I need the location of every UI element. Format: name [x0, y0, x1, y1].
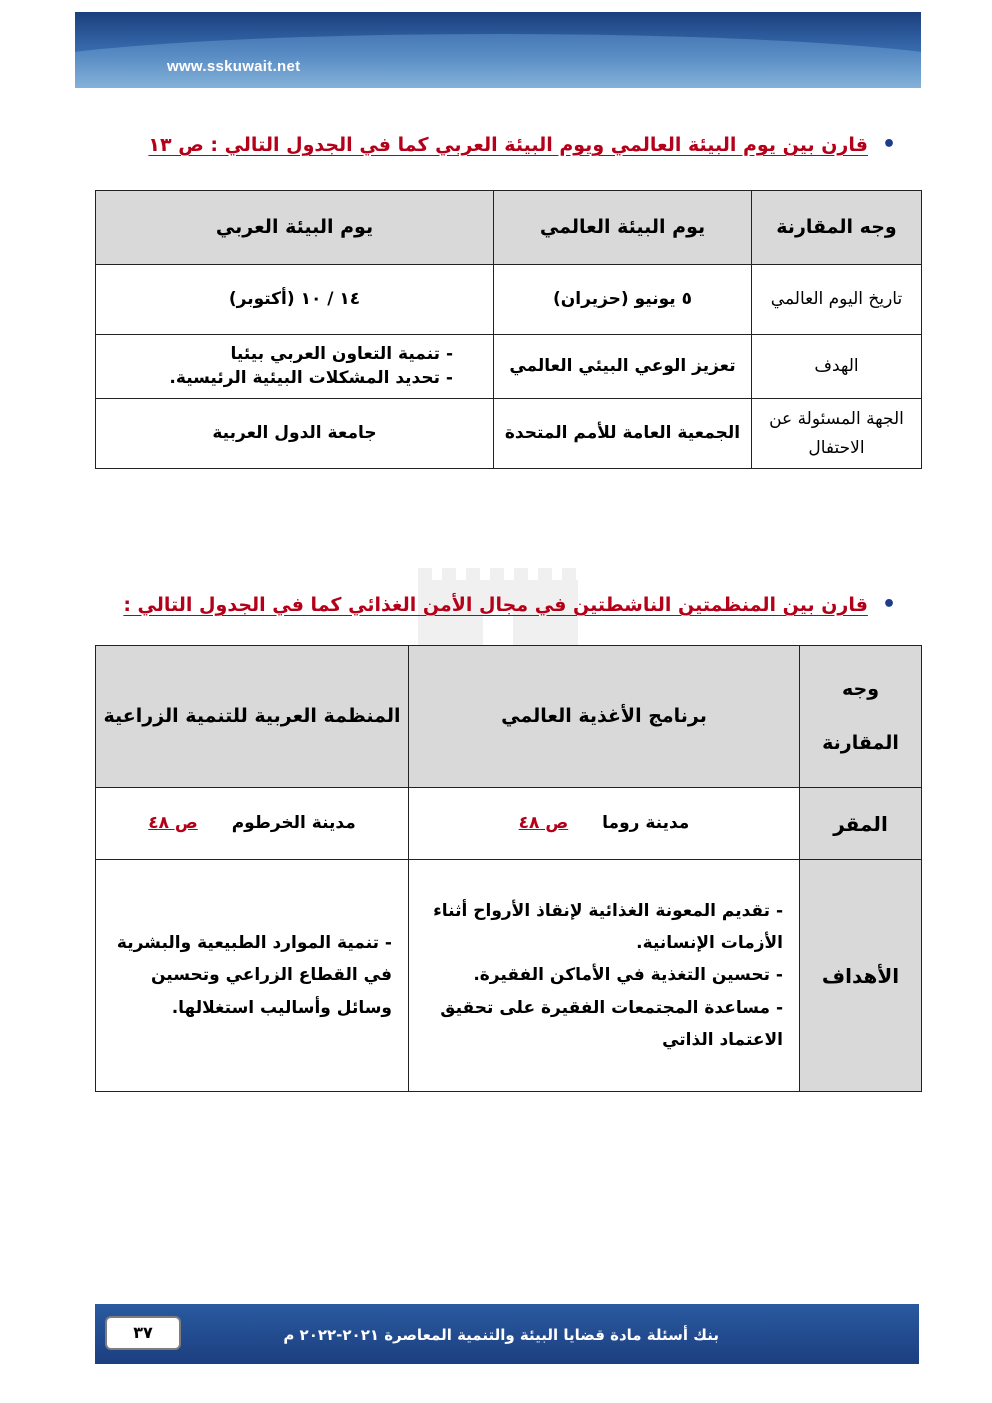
arab-goal-1: - تنمية التعاون العربي بيئيا	[230, 343, 453, 364]
section2-heading	[123, 592, 896, 617]
arab-day-date: ١٤ / ١٠ (أكتوبر)	[96, 265, 494, 335]
world-day-goal: تعزيز الوعي البيئي العالمي	[494, 335, 752, 399]
arab-day-goals	[96, 335, 494, 399]
col-header-aspect: وجه المقارنة	[800, 646, 922, 788]
col-header-aoad: المنظمة العربية للتنمية الزراعية	[96, 646, 409, 788]
col-header-arab-day: يوم البيئة العربي	[96, 191, 494, 265]
row-label-goal: الهدف	[752, 335, 922, 399]
row-label-date: تاريخ اليوم العالمي	[752, 265, 922, 335]
world-day-date: ٥ يونيو (حزيران)	[494, 265, 752, 335]
wfp-page-ref: ص ٤٨	[518, 812, 569, 833]
arab-day-responsible: جامعة الدول العربية	[96, 399, 494, 469]
section2-heading-text: قارن بين المنظمتين الناشطتين في مجال الأمن الغذائي كما في الجدول التالي :	[123, 594, 868, 616]
world-day-responsible: الجمعية العامة للأمم المتحدة	[494, 399, 752, 469]
top-banner	[75, 12, 921, 88]
page-number: ٣٧	[105, 1316, 181, 1350]
arab-goal-2: - تحديد المشكلات البيئية الرئيسية.	[169, 367, 453, 388]
col-header-aspect: وجه المقارنة	[752, 191, 922, 265]
row-label-responsible: الجهة المسئولة عن الاحتفال	[752, 399, 922, 469]
wfp-goal-3: - مساعدة المجتمعات الفقيرة على تحقيق الاعتماد الذاتي	[440, 997, 783, 1050]
aoad-city: مدينة الخرطوم	[231, 812, 356, 833]
footer-caption: بنك أسئلة مادة قضايا البيئة والتنمية المعاصرة ٢٠٢١-٢٠٢٢ م	[283, 1326, 719, 1344]
aoad-page-ref: ص ٤٨	[148, 812, 198, 833]
aoad-goals: - تنمية الموارد الطبيعية والبشرية في القطاع الزراعي وتحسين وسائل وأساليب استغلالها.	[96, 860, 409, 1092]
wfp-headquarters	[409, 788, 800, 860]
footer-banner	[95, 1304, 919, 1364]
wfp-goals	[409, 860, 800, 1092]
row-label-headquarters: المقر	[800, 788, 922, 860]
wfp-city: مدينة روما	[602, 812, 690, 833]
col-header-wfp: برنامج الأغذية العالمي	[409, 646, 800, 788]
wfp-goal-1: - تقديم المعونة الغذائية لإنقاذ الأرواح أثناء الأزمات الإنسانية.	[433, 900, 783, 954]
section1-heading-text: قارن بين يوم البيئة العالمي ويوم البيئة العربي كما في الجدول التالي : ص ١٣	[148, 134, 868, 156]
col-header-world-day: يوم البيئة العالمي	[494, 191, 752, 265]
section1-heading	[148, 132, 896, 157]
row-label-goals: الأهداف	[800, 860, 922, 1092]
bullet-icon: •	[881, 592, 896, 617]
environment-day-table	[95, 190, 922, 469]
wfp-goal-2: - تحسين التغذية في الأماكن الفقيرة.	[473, 965, 783, 986]
food-security-table	[95, 645, 922, 1092]
site-url[interactable]: www.sskuwait.net	[167, 58, 301, 75]
bullet-icon: •	[881, 132, 896, 157]
aoad-headquarters	[96, 788, 409, 860]
